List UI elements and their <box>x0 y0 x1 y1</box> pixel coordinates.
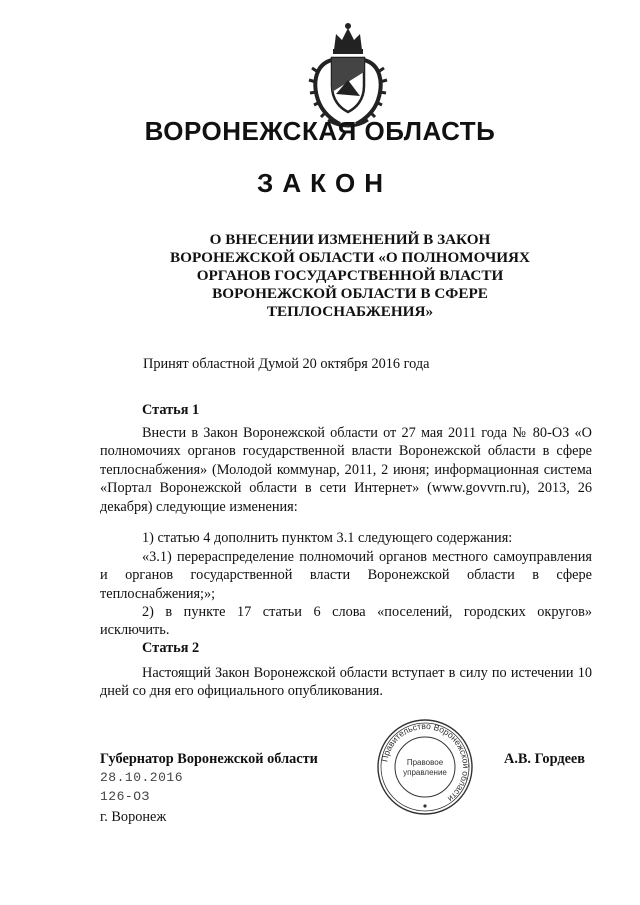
law-title-line: ТЕПЛОСНАБЖЕНИЯ» <box>266 303 434 320</box>
article-2-heading: Статья 2 <box>142 640 200 656</box>
region-name: ВОРОНЕЖСКАЯ ОБЛАСТЬ <box>144 116 496 146</box>
seal-inner-line-1: Правовое <box>406 758 444 767</box>
seal-inner-line-2: управление <box>403 768 447 777</box>
law-title-line: О ВНЕСЕНИИ ИЗМЕНЕНИЙ В ЗАКОН <box>209 231 491 248</box>
law-date: 28.10.2016 <box>100 770 184 785</box>
law-title <box>140 231 560 321</box>
official-seal <box>376 718 474 816</box>
article-1-item-2: 2) в пункте 17 статьи 6 слова «поселений, городских округов» исключить. <box>100 604 592 639</box>
city: г. Воронеж <box>100 809 167 825</box>
seal-outer-text: Правительство Воронежской области <box>379 720 472 805</box>
law-title-line: ВОРОНЕЖСКОЙ ОБЛАСТИ «О ПОЛНОМОЧИЯХ <box>170 249 530 266</box>
adoption-note: Принят областной Думой 20 октября 2016 года <box>143 356 430 372</box>
seal-outer-ring <box>378 720 472 814</box>
seal-center-ring <box>395 737 455 797</box>
article-1-item-1: 1) статью 4 дополнить пунктом 3.1 следующего содержания: <box>142 530 513 546</box>
law-number: 126-ОЗ <box>100 789 150 804</box>
governor-name: А.В. Гордеев <box>504 751 585 767</box>
law-title-line: ОРГАНОВ ГОСУДАРСТВЕННОЙ ВЛАСТИ <box>196 267 504 284</box>
article-1-heading: Статья 1 <box>142 402 200 418</box>
article-2-text: Настоящий Закон Воронежской области вступает в силу по истечении 10 дней со дня его официального опубликования. <box>100 665 592 700</box>
governor-title: Губернатор Воронежской области <box>100 751 318 767</box>
seal-dot-icon <box>423 804 426 807</box>
article-1-item-1-quote: «3.1) перераспределение полномочий органов местного самоуправления и органов государственной власти Воронежской области в сфере теплоснабжения;»; <box>100 549 592 602</box>
article-1-intro: Внести в Закон Воронежской области от 27 мая 2011 года № 80-ОЗ «О полномочиях органов государственной власти Воронежской области в сфере теплоснабжения» (Молодой коммунар, 2011, 2 июня; информационная система «Портал Воронежской области в сети Интернет» (www.govvrn.ru), 2013, 26 декабря) следующие изменения: <box>100 425 592 515</box>
law-title-line: ВОРОНЕЖСКОЙ ОБЛАСТИ В СФЕРЕ <box>212 285 488 302</box>
document-type: ЗАКОН <box>257 168 392 198</box>
coat-of-arms-icon <box>306 20 390 130</box>
